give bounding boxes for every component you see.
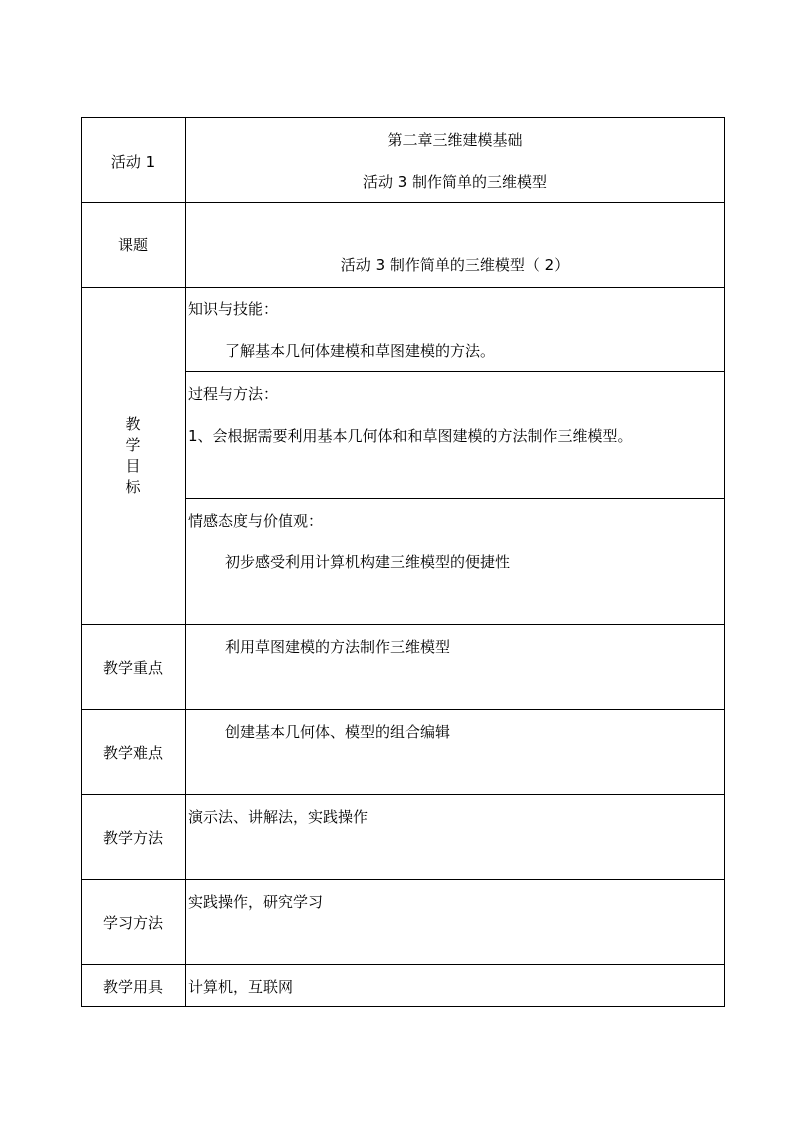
teaching-method-label: 教学方法: [102, 829, 164, 847]
knowledge-content: 了解基本几何体建模和草图建模的方法。: [225, 342, 496, 360]
teaching-method-content: 演示法、讲解法，实践操作: [188, 808, 369, 826]
key-point-label: 教学重点: [102, 659, 164, 677]
row-divider: [81, 202, 725, 203]
tools-content: 计算机，互联网: [188, 978, 294, 996]
table-border-top: [81, 117, 725, 118]
emotion-title: 情感态度与价值观：: [188, 512, 324, 530]
activity-label: 活动 1: [110, 153, 156, 171]
row-divider: [81, 879, 725, 880]
learning-method-content: 实践操作，研究学习: [188, 893, 324, 911]
emotion-content: 初步感受利用计算机构建三维模型的便捷性: [225, 553, 511, 571]
key-point-content: 利用草图建模的方法制作三维模型: [225, 638, 451, 656]
row-divider: [81, 794, 725, 795]
table-border-right: [724, 117, 725, 1007]
knowledge-title: 知识与技能：: [188, 300, 279, 318]
difficulty-label: 教学难点: [102, 744, 164, 762]
row-divider: [81, 624, 725, 625]
row-divider: [81, 287, 725, 288]
row-divider: [81, 964, 725, 965]
goal-sub-divider: [185, 371, 725, 372]
topic-content: 活动 3 制作简单的三维模型（ 2）: [340, 256, 570, 274]
topic-label: 课题: [117, 236, 149, 254]
chapter-title: 第二章三维建模基础: [387, 131, 523, 149]
table-border-left: [81, 117, 82, 1007]
goals-label: 教学目标: [125, 415, 141, 496]
learning-method-label: 学习方法: [102, 914, 164, 932]
table-border-bottom: [81, 1006, 725, 1007]
row-divider: [81, 709, 725, 710]
difficulty-content: 创建基本几何体、模型的组合编辑: [225, 723, 451, 741]
process-title: 过程与方法：: [188, 385, 279, 403]
activity-title: 活动 3 制作简单的三维模型: [362, 173, 548, 191]
process-content: 1、会根据需要利用基本几何体和和草图建模的方法制作三维模型。: [188, 427, 633, 445]
column-divider: [185, 117, 186, 1007]
goal-sub-divider: [185, 498, 725, 499]
tools-label: 教学用具: [102, 978, 164, 996]
